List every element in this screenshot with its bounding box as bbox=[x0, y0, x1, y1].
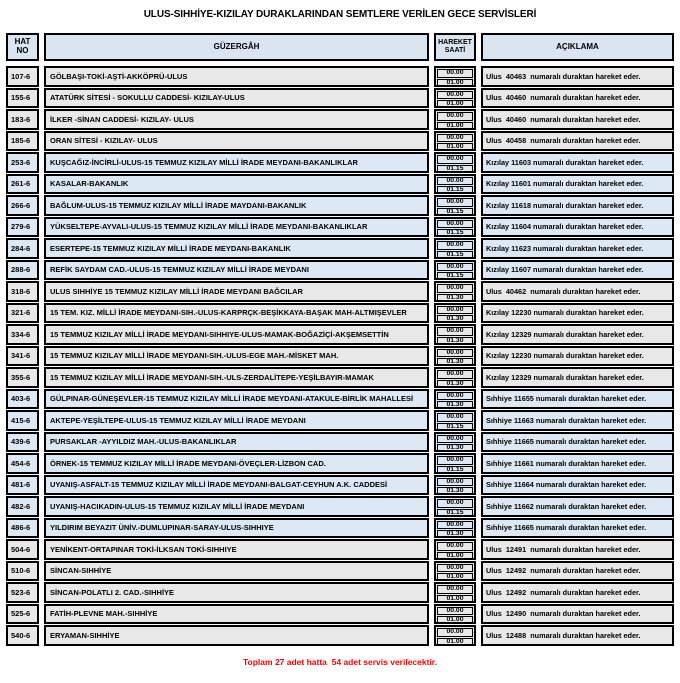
departure-time-second: 01.15 bbox=[437, 251, 473, 259]
description-cell: Kızılay 11618 numaralı duraktan hareket eder. bbox=[481, 195, 674, 216]
route-cell: UYANIŞ-HACIKADIN-ULUS-15 TEMMUZ KIZILAY MİLLİ İRADE MEYDANI bbox=[44, 496, 429, 517]
departure-time-first: 00.00 bbox=[437, 263, 473, 272]
departure-time-second: 01.30 bbox=[437, 294, 473, 302]
line-number-cell: 334-6 bbox=[6, 324, 39, 345]
line-number-cell: 486-6 bbox=[6, 518, 39, 539]
col-header-aciklama: AÇIKLAMA bbox=[481, 33, 674, 61]
route-cell: GÖLBAŞI-TOKİ-AŞTİ-AKKÖPRÜ-ULUS bbox=[44, 66, 429, 87]
departure-time-second: 01.30 bbox=[437, 337, 473, 345]
table-row bbox=[6, 131, 674, 152]
line-number-cell: 540-6 bbox=[6, 625, 39, 646]
table-row bbox=[6, 195, 674, 216]
departure-time-first: 00.00 bbox=[437, 499, 473, 508]
departure-time-first: 00.00 bbox=[437, 112, 473, 121]
line-number-cell: 318-6 bbox=[6, 281, 39, 302]
line-number-cell: 284-6 bbox=[6, 238, 39, 259]
route-cell: SİNCAN-SIHHİYE bbox=[44, 561, 429, 582]
description-cell: Sıhhiye 11665 numaralı duraktan hareket eder. bbox=[481, 432, 674, 453]
departure-time-first: 00.00 bbox=[437, 327, 473, 336]
departure-times-cell bbox=[434, 582, 476, 603]
line-number-cell: 288-6 bbox=[6, 260, 39, 281]
description-cell: Kızılay 11604 numaralı duraktan hareket eder. bbox=[481, 217, 674, 238]
route-cell: ÖRNEK-15 TEMMUZ KIZILAY MİLLİ İRADE MEYDANI-ÖVEÇLER-LİZBON CAD. bbox=[44, 453, 429, 474]
table-row bbox=[6, 367, 674, 388]
table-row bbox=[6, 625, 674, 646]
description-cell: Kızılay 11601 numaralı duraktan hareket eder. bbox=[481, 174, 674, 195]
col-header-hat-no: HAT NO bbox=[6, 33, 39, 61]
table-row bbox=[6, 217, 674, 238]
description-cell: Ulus 12488 numaralı duraktan hareket eder. bbox=[481, 625, 674, 646]
description-cell: Ulus 12492 numaralı duraktan hareket eder. bbox=[481, 561, 674, 582]
departure-time-first: 00.00 bbox=[437, 564, 473, 573]
departure-times-cell bbox=[434, 539, 476, 560]
departure-time-second: 01.00 bbox=[437, 79, 473, 87]
departure-time-first: 00.00 bbox=[437, 155, 473, 164]
departure-times-cell bbox=[434, 496, 476, 517]
table-body bbox=[6, 66, 674, 646]
departure-time-first: 00.00 bbox=[437, 69, 473, 78]
description-cell: Kızılay 12230 numaralı duraktan hareket eder. bbox=[481, 303, 674, 324]
description-cell: Sıhhiye 11664 numaralı duraktan hareket eder. bbox=[481, 475, 674, 496]
departure-times-cell bbox=[434, 346, 476, 367]
route-cell: REFİK SAYDAM CAD.-ULUS-15 TEMMUZ KIZILAY MİLLİ İRADE MEYDANI bbox=[44, 260, 429, 281]
departure-time-first: 00.00 bbox=[437, 628, 473, 637]
departure-times-cell bbox=[434, 174, 476, 195]
line-number-cell: 439-6 bbox=[6, 432, 39, 453]
departure-time-second: 01.30 bbox=[437, 530, 473, 538]
departure-times-cell bbox=[434, 432, 476, 453]
departure-times-cell bbox=[434, 453, 476, 474]
table-row bbox=[6, 238, 674, 259]
departure-times-cell bbox=[434, 88, 476, 109]
table-row bbox=[6, 561, 674, 582]
table-row bbox=[6, 475, 674, 496]
route-cell: AKTEPE-YEŞİLTEPE-ULUS-15 TEMMUZ KIZILAY MİLLİ İRADE MEYDANI bbox=[44, 410, 429, 431]
departure-time-first: 00.00 bbox=[437, 306, 473, 315]
departure-time-first: 00.00 bbox=[437, 478, 473, 487]
table-row bbox=[6, 410, 674, 431]
table-row bbox=[6, 496, 674, 517]
route-cell: ESERTEPE-15 TEMMUZ KIZILAY MİLLİ İRADE MEYDANI-BAKANLIK bbox=[44, 238, 429, 259]
departure-times-cell bbox=[434, 367, 476, 388]
departure-times-cell bbox=[434, 152, 476, 173]
route-cell: FATİH-PLEVNE MAH.-SIHHİYE bbox=[44, 604, 429, 625]
departure-time-first: 00.00 bbox=[437, 177, 473, 186]
departure-times-cell bbox=[434, 389, 476, 410]
route-cell: 15 TEM. KIZ. MİLLİ İRADE MEYDANI-SIH.-ULUS-KARPRÇK-BEŞİKKAYA-BAŞAK MAH-ALTMIŞEVLER bbox=[44, 303, 429, 324]
description-cell: Sıhhiye 11655 numaralı duraktan hareket eder. bbox=[481, 389, 674, 410]
route-cell: 15 TEMMUZ KIZILAY MİLLİ İRADE MEYDANI-SIH.-ULS-ZERDALİTEPE-YEŞİLBAYIR-MAMAK bbox=[44, 367, 429, 388]
description-cell: Ulus 40458 numaralı duraktan hareket eder. bbox=[481, 131, 674, 152]
departure-time-first: 00.00 bbox=[437, 607, 473, 616]
departure-times-cell bbox=[434, 561, 476, 582]
line-number-cell: 403-6 bbox=[6, 389, 39, 410]
line-number-cell: 155-6 bbox=[6, 88, 39, 109]
departure-times-cell bbox=[434, 410, 476, 431]
table-row bbox=[6, 389, 674, 410]
departure-time-first: 00.00 bbox=[437, 435, 473, 444]
departure-time-first: 00.00 bbox=[437, 413, 473, 422]
route-cell: ATATÜRK SİTESİ - SOKULLU CADDESİ- KIZILAY-ULUS bbox=[44, 88, 429, 109]
route-cell: YILDIRIM BEYAZIT ÜNİV.-DUMLUPINAR-SARAY-ULUS-SIHHIYE bbox=[44, 518, 429, 539]
line-number-cell: 279-6 bbox=[6, 217, 39, 238]
description-cell: Ulus 12492 numaralı duraktan hareket eder. bbox=[481, 582, 674, 603]
table-row bbox=[6, 88, 674, 109]
line-number-cell: 523-6 bbox=[6, 582, 39, 603]
departure-times-cell bbox=[434, 109, 476, 130]
route-cell: GÜLPINAR-GÜNEŞEVLER-15 TEMMUZ KIZILAY MİLLİ İRADE MEYDANI-ATAKULE-BİRLİK MAHALLESİ bbox=[44, 389, 429, 410]
table-row bbox=[6, 346, 674, 367]
departure-time-second: 01.00 bbox=[437, 595, 473, 603]
description-cell: Kızılay 12329 numaralı duraktan hareket eder. bbox=[481, 367, 674, 388]
departure-time-second: 01.00 bbox=[437, 100, 473, 108]
table-row bbox=[6, 260, 674, 281]
line-number-cell: 341-6 bbox=[6, 346, 39, 367]
departure-times-cell bbox=[434, 131, 476, 152]
departure-time-second: 01.30 bbox=[437, 401, 473, 409]
departure-time-first: 00.00 bbox=[437, 284, 473, 293]
description-cell: Ulus 40460 numaralı duraktan hareket eder. bbox=[481, 109, 674, 130]
table-row bbox=[6, 539, 674, 560]
line-number-cell: 510-6 bbox=[6, 561, 39, 582]
departure-time-first: 00.00 bbox=[437, 134, 473, 143]
departure-time-first: 00.00 bbox=[437, 392, 473, 401]
page-title: ULUS-SIHHİYE-KIZILAY DURAKLARINDAN SEMTLERE VERİLEN GECE SERVİSLERİ bbox=[143, 9, 537, 20]
departure-time-second: 01.15 bbox=[437, 208, 473, 216]
departure-time-second: 01.00 bbox=[437, 122, 473, 130]
departure-time-second: 01.30 bbox=[437, 380, 473, 388]
table-row bbox=[6, 109, 674, 130]
departure-time-first: 00.00 bbox=[437, 370, 473, 379]
table-row bbox=[6, 303, 674, 324]
table-row bbox=[6, 281, 674, 302]
departure-time-second: 01.15 bbox=[437, 186, 473, 194]
description-cell: Kızılay 12329 numaralı duraktan hareket eder. bbox=[481, 324, 674, 345]
line-number-cell: 253-6 bbox=[6, 152, 39, 173]
route-cell: ERYAMAN-SIHHİYE bbox=[44, 625, 429, 646]
departure-time-second: 01.15 bbox=[437, 165, 473, 173]
description-cell: Ulus 12491 numaralı duraktan hareket eder. bbox=[481, 539, 674, 560]
table-header-row bbox=[6, 33, 674, 61]
description-cell: Ulus 40462 numaralı duraktan hareket eder. bbox=[481, 281, 674, 302]
description-cell: Ulus 40460 numaralı duraktan hareket eder. bbox=[481, 88, 674, 109]
table-row bbox=[6, 174, 674, 195]
departure-time-first: 00.00 bbox=[437, 220, 473, 229]
departure-times-cell bbox=[434, 518, 476, 539]
departure-time-first: 00.00 bbox=[437, 521, 473, 530]
departure-time-second: 01.30 bbox=[437, 487, 473, 495]
departure-times-cell bbox=[434, 625, 476, 646]
table-row bbox=[6, 324, 674, 345]
line-number-cell: 481-6 bbox=[6, 475, 39, 496]
line-number-cell: 454-6 bbox=[6, 453, 39, 474]
departure-time-second: 01.00 bbox=[437, 143, 473, 151]
col-header-guzergah: GÜZERGÂH bbox=[44, 33, 429, 61]
departure-times-cell bbox=[434, 324, 476, 345]
route-cell: UYANIŞ-ASFALT-15 TEMMUZ KIZILAY MİLLİ İRADE MEYDANI-BALGAT-CEYHUN A.K. CADDESİ bbox=[44, 475, 429, 496]
line-number-cell: 504-6 bbox=[6, 539, 39, 560]
col-header-hareket-saati: HAREKET SAATİ bbox=[434, 33, 476, 61]
total-summary-text: Toplam 27 adet hatta 54 adet servis verilecektir. bbox=[242, 656, 438, 667]
departure-times-cell bbox=[434, 281, 476, 302]
description-cell: Sıhhiye 11662 numaralı duraktan hareket eder. bbox=[481, 496, 674, 517]
description-cell: Kızılay 11623 numaralı duraktan hareket eder. bbox=[481, 238, 674, 259]
departure-time-second: 01.00 bbox=[437, 552, 473, 560]
line-number-cell: 525-6 bbox=[6, 604, 39, 625]
departure-time-second: 01.00 bbox=[437, 573, 473, 581]
line-number-cell: 355-6 bbox=[6, 367, 39, 388]
route-cell: BAĞLUM-ULUS-15 TEMMUZ KIZILAY MİLLİ İRADE MAYDANI-BAKANLIK bbox=[44, 195, 429, 216]
departure-time-second: 01.30 bbox=[437, 315, 473, 323]
departure-time-first: 00.00 bbox=[437, 241, 473, 250]
line-number-cell: 185-6 bbox=[6, 131, 39, 152]
departure-time-second: 01.15 bbox=[437, 423, 473, 431]
route-cell: KUŞCAĞIZ-İNCİRLİ-ULUS-15 TEMMUZ KIZILAY MİLLİ İRADE MEYDANI-BAKANLIKLAR bbox=[44, 152, 429, 173]
line-number-cell: 415-6 bbox=[6, 410, 39, 431]
departure-times-cell bbox=[434, 195, 476, 216]
table-row bbox=[6, 152, 674, 173]
route-cell: PURSAKLAR -AYYILDIZ MAH.-ULUS-BAKANLIKLAR bbox=[44, 432, 429, 453]
departure-time-second: 01.15 bbox=[437, 272, 473, 280]
line-number-cell: 321-6 bbox=[6, 303, 39, 324]
description-cell: Kızılay 11607 numaralı duraktan hareket eder. bbox=[481, 260, 674, 281]
table-row bbox=[6, 582, 674, 603]
departure-time-second: 01.30 bbox=[437, 358, 473, 366]
description-cell: Kızılay 12230 numaralı duraktan hareket eder. bbox=[481, 346, 674, 367]
departure-time-first: 00.00 bbox=[437, 349, 473, 358]
route-cell: SİNCAN-POLATLI 2. CAD.-SIHHİYE bbox=[44, 582, 429, 603]
description-cell: Sıhhiye 11663 numaralı duraktan hareket eder. bbox=[481, 410, 674, 431]
departure-times-cell bbox=[434, 604, 476, 625]
departure-time-second: 01.30 bbox=[437, 444, 473, 452]
departure-time-first: 00.00 bbox=[437, 456, 473, 465]
route-cell: ORAN SİTESİ - KIZILAY- ULUS bbox=[44, 131, 429, 152]
route-cell: YÜKSELTEPE-AYVALI-ULUS-15 TEMMUZ KIZILAY MİLLİ İRADE MEYDANI-BAKANLIKLAR bbox=[44, 217, 429, 238]
table-row bbox=[6, 453, 674, 474]
departure-time-first: 00.00 bbox=[437, 198, 473, 207]
departure-time-second: 01.00 bbox=[437, 638, 473, 646]
departure-times-cell bbox=[434, 66, 476, 87]
departure-time-first: 00.00 bbox=[437, 91, 473, 100]
route-cell: 15 TEMMUZ KIZILAY MİLLİ İRADE MEYDANI-SIHHIYE-ULUS-MAMAK-BOĞAZİÇİ-AKŞEMSETTİN bbox=[44, 324, 429, 345]
departure-time-second: 01.00 bbox=[437, 616, 473, 624]
departure-times-cell bbox=[434, 475, 476, 496]
table-row bbox=[6, 66, 674, 87]
line-number-cell: 107-6 bbox=[6, 66, 39, 87]
schedule-table bbox=[6, 33, 674, 646]
description-cell: Sıhhiye 11661 numaralı duraktan hareket eder. bbox=[481, 453, 674, 474]
line-number-cell: 183-6 bbox=[6, 109, 39, 130]
description-cell: Ulus 40463 numaralı duraktan hareket eder. bbox=[481, 66, 674, 87]
departure-times-cell bbox=[434, 303, 476, 324]
route-cell: 15 TEMMUZ KIZILAY MİLLİ İRADE MEYDANI-SIH.-ULUS-EGE MAH.-MİSKET MAH. bbox=[44, 346, 429, 367]
line-number-cell: 482-6 bbox=[6, 496, 39, 517]
line-number-cell: 266-6 bbox=[6, 195, 39, 216]
departure-times-cell bbox=[434, 238, 476, 259]
table-row bbox=[6, 604, 674, 625]
route-cell: İLKER -SİNAN CADDESİ- KIZILAY- ULUS bbox=[44, 109, 429, 130]
line-number-cell: 261-6 bbox=[6, 174, 39, 195]
departure-time-second: 01.15 bbox=[437, 466, 473, 474]
departure-times-cell bbox=[434, 217, 476, 238]
departure-time-first: 00.00 bbox=[437, 585, 473, 594]
description-cell: Kızılay 11603 numaralı duraktan hareket eder. bbox=[481, 152, 674, 173]
route-cell: YENİKENT-ORTAPINAR TOKİ-İLKSAN TOKİ-SIHHIYE bbox=[44, 539, 429, 560]
description-cell: Ulus 12490 numaralı duraktan hareket eder. bbox=[481, 604, 674, 625]
table-row bbox=[6, 518, 674, 539]
table-row bbox=[6, 432, 674, 453]
departure-time-first: 00.00 bbox=[437, 542, 473, 551]
route-cell: ULUS SIHHİYE 15 TEMMUZ KIZILAY MİLLİ İRADE MEYDANI BAĞCILAR bbox=[44, 281, 429, 302]
departure-times-cell bbox=[434, 260, 476, 281]
description-cell: Sıhhiye 11665 numaralı duraktan hareket eder. bbox=[481, 518, 674, 539]
departure-time-second: 01.15 bbox=[437, 229, 473, 237]
route-cell: KASALAR-BAKANLIK bbox=[44, 174, 429, 195]
departure-time-second: 01.15 bbox=[437, 509, 473, 517]
